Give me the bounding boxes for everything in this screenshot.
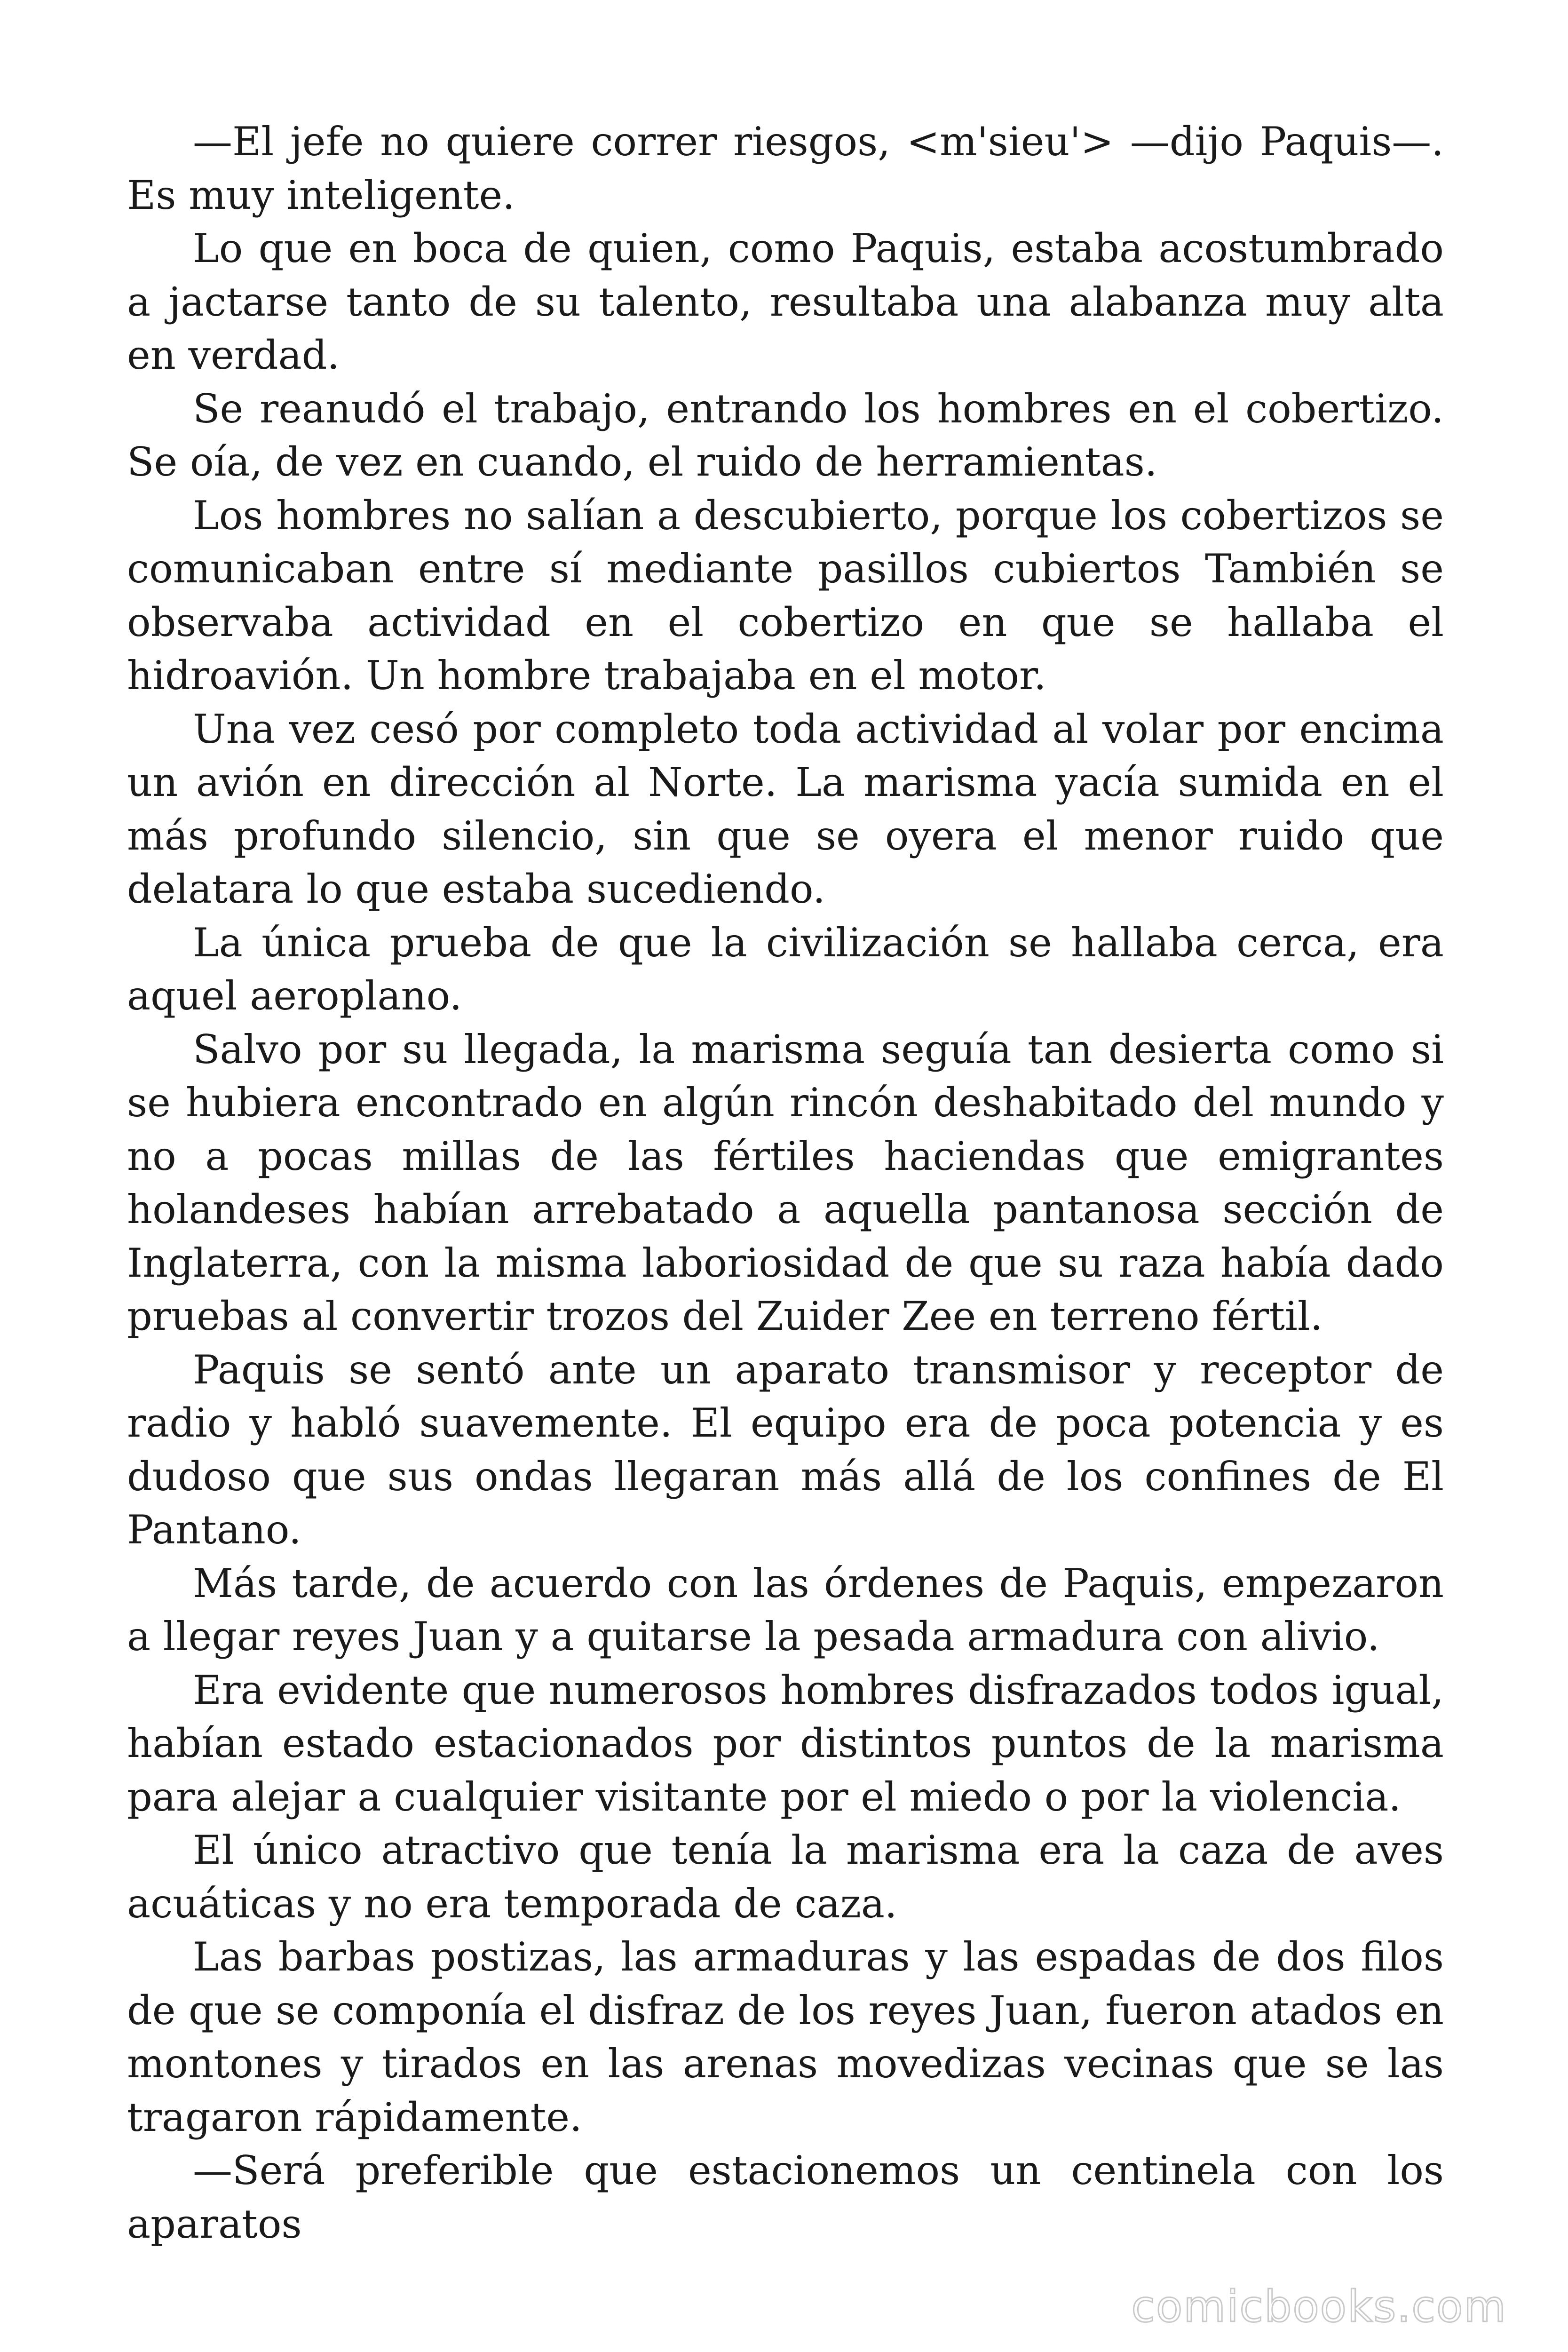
paragraph: Las barbas postizas, las armaduras y las espadas de dos filos de que se componía el disfraz de los reyes Juan, fueron atados en montones y tirados en las arenas movedizas vecinas que se las tragaron rápidamente. [127,1934,1444,2140]
watermark: comicbooks.com [1131,2281,1507,2332]
paragraph: —El jefe no quiere correr riesgos, <m'sieu'> —dijo Paquis—. Es muy inteligente. [127,119,1444,218]
paragraph: Era evidente que numerosos hombres disfrazados todos igual, habían estado estacionados por distintos puntos de la marisma para alejar a cualquier visitante por el miedo o por la violencia. [127,1667,1444,1820]
paragraph: Una vez cesó por completo toda actividad al volar por encima un avión en dirección al Norte. La marisma yacía sumida en el más profundo silencio, sin que se oyera el menor ruido que delatara lo que estaba sucediendo. [127,706,1444,912]
paragraph: Paquis se sentó ante un aparato transmisor y receptor de radio y habló suavemente. El equipo era de poca potencia y es dudoso que sus ondas llegaran más allá de los confines de El Pantano. [127,1346,1444,1553]
page-body-text [127,115,1444,2251]
paragraph: Más tarde, de acuerdo con las órdenes de Paquis, empezaron a llegar reyes Juan y a quitarse la pesada armadura con alivio. [127,1560,1444,1660]
paragraph: —Será preferible que estacionemos un centinela con los aparatos [127,2147,1444,2247]
paragraph: Los hombres no salían a descubierto, porque los cobertizos se comunicaban entre sí mediante pasillos cubiertos También se observaba actividad en el cobertizo en que se hallaba el hidroavión. Un hombre trabajaba en el motor. [127,492,1444,699]
paragraph: Lo que en boca de quien, como Paquis, estaba acostumbrado a jactarse tanto de su talento, resultaba una alabanza muy alta en verdad. [127,225,1444,378]
paragraph: Se reanudó el trabajo, entrando los hombres en el cobertizo. Se oía, de vez en cuando, el ruido de herramientas. [127,385,1444,485]
paragraph: El único atractivo que tenía la marisma era la caza de aves acuáticas y no era temporada de caza. [127,1827,1444,1927]
paragraph: Salvo por su llegada, la marisma seguía tan desierta como si se hubiera encontrado en algún rincón deshabitado del mundo y no a pocas millas de las fértiles haciendas que emigrantes holandeses habían arrebatado a aquella pantanosa sección de Inglaterra, con la misma laboriosidad de que su raza había dado pruebas al convertir trozos del Zuider Zee en terreno fértil. [127,1026,1444,1339]
paragraph: La única prueba de que la civilización se hallaba cerca, era aquel aeroplano. [127,919,1444,1019]
